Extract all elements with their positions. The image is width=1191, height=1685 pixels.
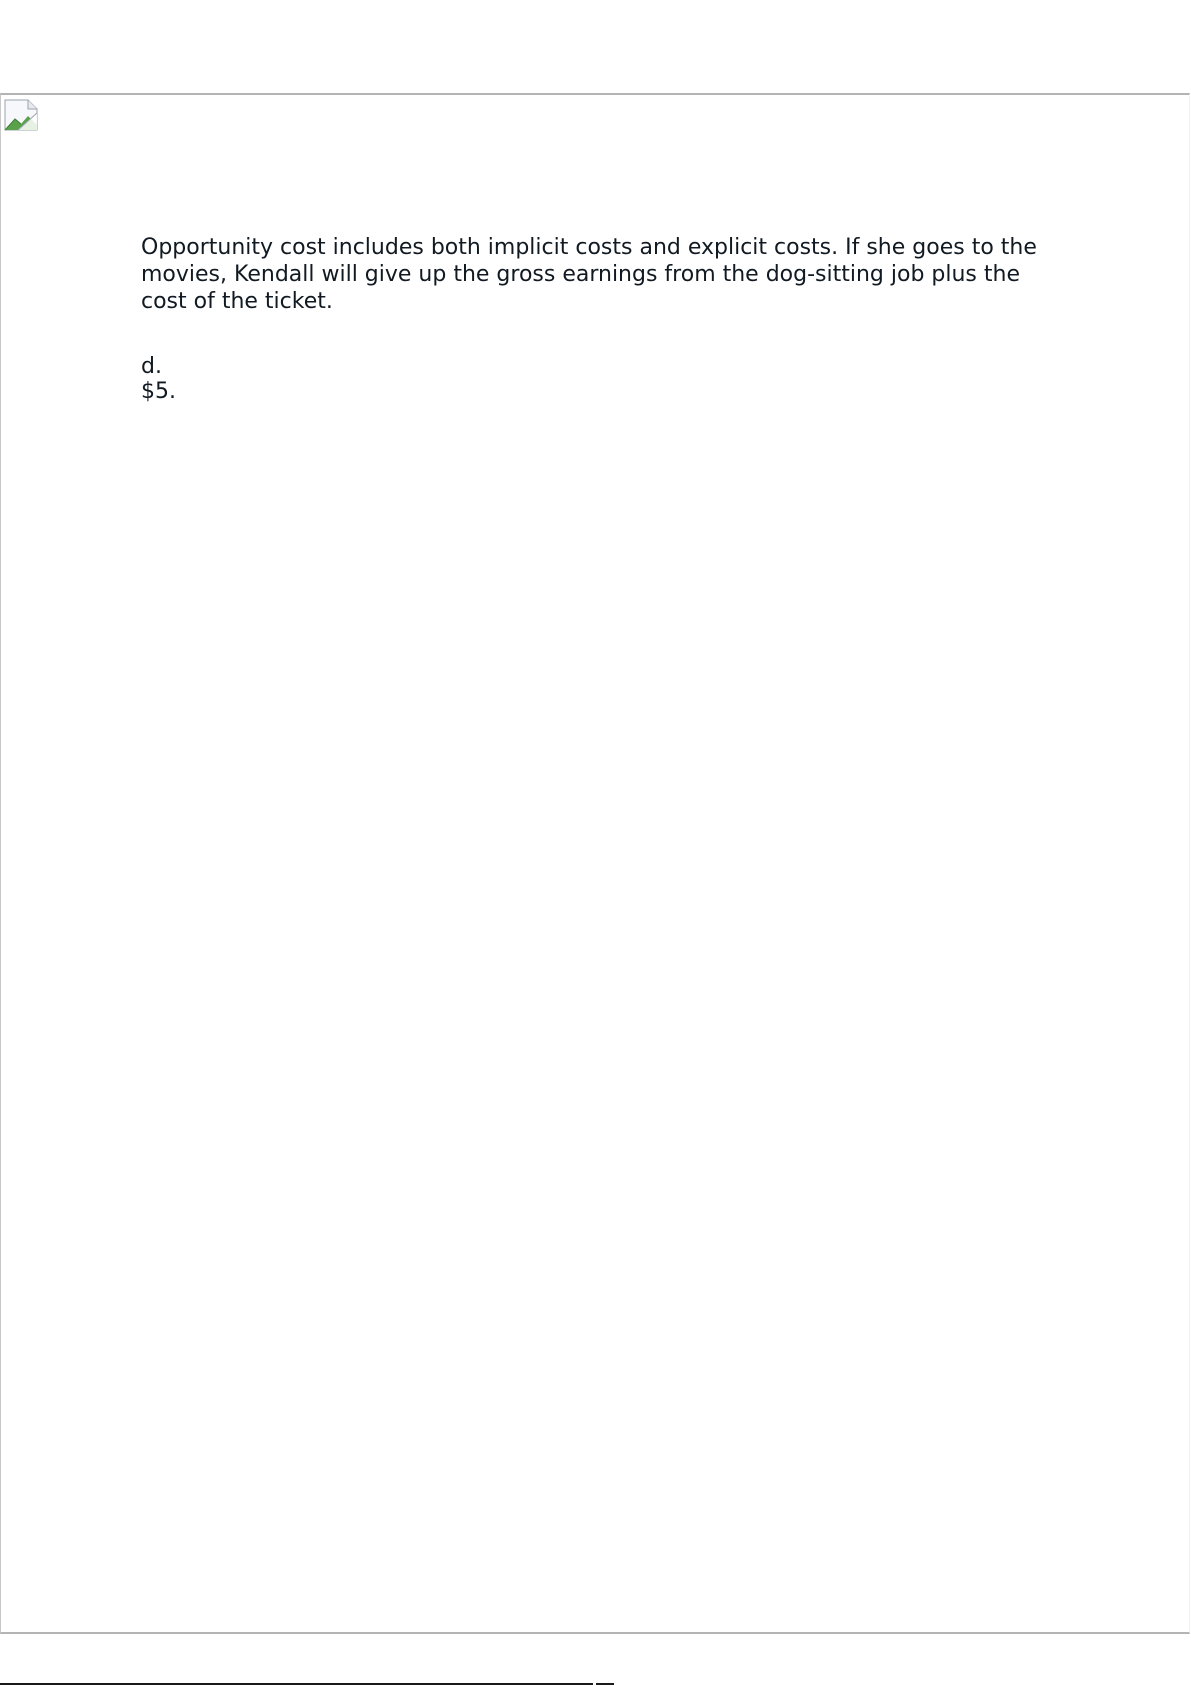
answer-feedback: [141, 234, 1071, 404]
answer-choice: [141, 354, 1071, 404]
content-frame: [0, 93, 1190, 1634]
answer-value: $5.: [141, 379, 176, 404]
answer-letter: d.: [141, 354, 162, 379]
broken-image-icon: [4, 99, 38, 131]
explanation-text: Opportunity cost includes both implicit costs and explicit costs. If she goes to the movies, Kendall will give up the gross earnings from the dog-sitting job plus the cost of the ticket.: [141, 235, 1037, 314]
